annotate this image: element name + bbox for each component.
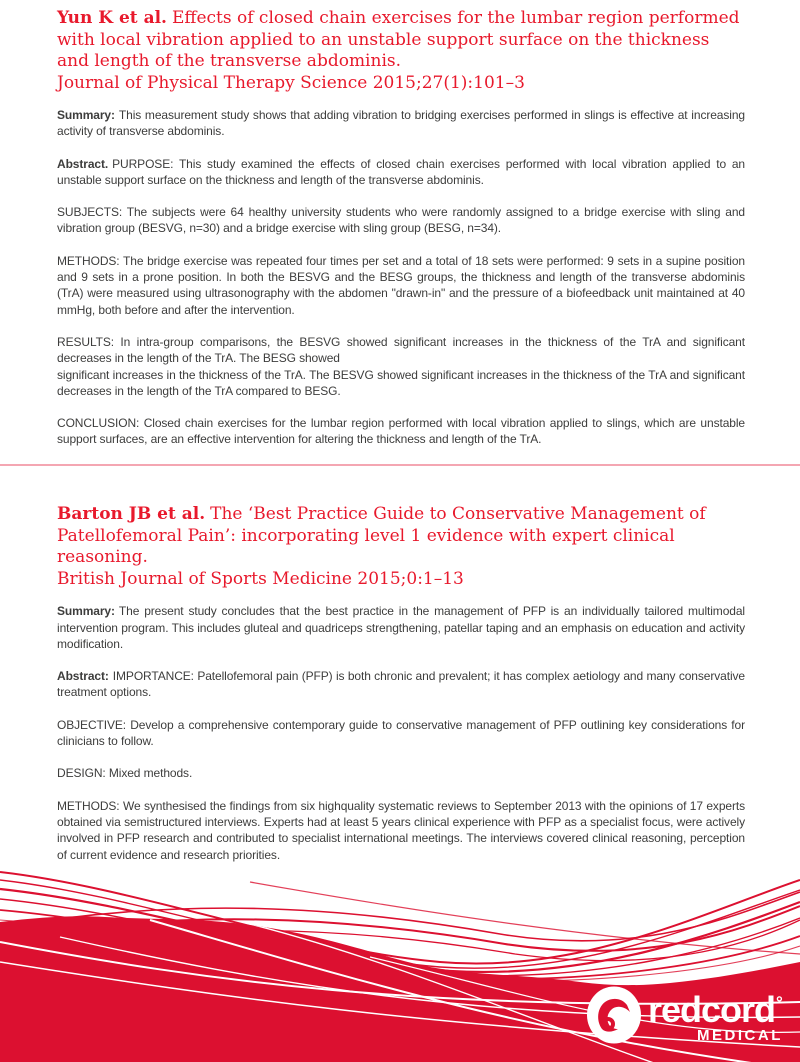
brand-division: MEDICAL — [697, 1027, 783, 1044]
brand-word: redcord — [648, 989, 776, 1030]
article-2-title: The ‘Best Practice Guide to Conservative Management of Patellofemoral Pain’: incorporating level 1 evidence with expert clinical reasoning. — [57, 504, 706, 568]
results-text-line2: significant increases in the thickness of the TrA. The BESVG showed significant increases in the thickness of the TrA and significant decreases in the length of the TrA compared to BESG. — [57, 367, 745, 398]
brand-name — [648, 986, 783, 1030]
article-1-summary — [57, 107, 745, 140]
degree-mark: ° — [776, 993, 783, 1012]
abstract-label: Abstract. — [57, 156, 109, 171]
article-2-journal: British Journal of Sports Medicine 2015;0:1–13 — [57, 568, 464, 589]
article-1-authors: Yun K et al. — [57, 8, 167, 28]
summary-text: The present study concludes that the best practice in the management of PFP is an individually tailored multimodal intervention program. This includes gluteal and quadriceps strengthening, patellar taping and an emphasis on education and activity modification. — [57, 604, 745, 651]
article-1-title: Effects of closed chain exercises for the lumbar region performed with local vibration applied to an unstable support surface on the thickness and length of the transverse abdominis. — [57, 8, 740, 71]
article-2-heading — [57, 504, 745, 569]
article-1-results — [57, 334, 745, 399]
article-2-summary — [57, 603, 745, 652]
article-2-objective — [57, 717, 745, 750]
logo-text — [648, 986, 783, 1044]
article-1-abstract — [57, 156, 745, 189]
redcord-logo — [586, 986, 783, 1044]
subjects-text: SUBJECTS: The subjects were 64 healthy university students who were randomly assigned to a bridge exercise with sling and vibration group (BESVG, n=30) and a bridge exercise with sling group (BESG, n=34). — [57, 205, 745, 236]
abstract-text: IMPORTANCE: Patellofemoral pain (PFP) is both chronic and prevalent; it has complex aetiology and many conservative treatment options. — [57, 669, 745, 700]
methods-text: METHODS: We synthesised the findings from six highquality systematic reviews to September 2013 with the opinions of 17 experts obtained via semistructured interviews. Experts had at least 5 years clinical experience with PFP as a specialist focus, were actively involved in PFP research and contributed to specialist international meetings. The interviews covered clinical reasoning, perception of current evidence and research priorities. — [57, 798, 745, 862]
section-divider — [0, 464, 800, 467]
article-1-subjects — [57, 204, 745, 237]
article-2-design — [57, 765, 745, 781]
footer — [0, 862, 800, 1062]
article-1-heading — [57, 8, 745, 73]
objective-text: OBJECTIVE: Develop a comprehensive contemporary guide to conservative management of PFP outlining key considerations for clinicians to follow. — [57, 717, 745, 749]
article-2 — [0, 504, 800, 863]
methods-text: METHODS: The bridge exercise was repeated four times per set and a total of 18 sets were performed: 9 sets in a supine position and 9 sets in a prone position. In both the BESVG and the BESG groups, the thickness and length of the transverse abdominis (TrA) were measured using ultrasonography with the abdomen "drawn-in" and the pressure of a biofeedback unit maintained at 40 mmHg, both before and after the intervention. — [57, 253, 745, 317]
article-2-methods — [57, 798, 745, 863]
abstract-label: Abstract: — [57, 669, 109, 684]
abstract-text: PURPOSE: This study examined the effects of closed chain exercises performed with local vibration applied to an unstable support surface on the thickness and length of the transverse abdominis. — [57, 156, 745, 187]
article-1-conclusion — [57, 415, 745, 448]
redcord-symbol-icon — [586, 986, 642, 1044]
article-1-journal: Journal of Physical Therapy Science 2015;27(1):101–3 — [57, 72, 525, 93]
article-2-authors: Barton JB et al. — [57, 504, 206, 525]
article-1-methods — [57, 253, 745, 318]
results-text-line1: RESULTS: In intra-group comparisons, the BESVG showed significant increases in the thickness of the TrA and significant decreases in the length of the TrA. The BESG showed — [57, 334, 745, 366]
summary-label: Summary: — [57, 604, 115, 619]
summary-text: This measurement study shows that adding vibration to bridging exercises performed in slings is effective at increasing activity of transverse abdominis. — [57, 108, 745, 139]
article-1 — [0, 0, 800, 448]
summary-label: Summary: — [57, 108, 115, 122]
design-text: DESIGN: Mixed methods. — [57, 766, 193, 781]
article-2-abstract — [57, 668, 745, 701]
conclusion-text: CONCLUSION: Closed chain exercises for the lumbar region performed with local vibration applied to slings, which are unstable support surfaces, are an effective intervention for altering the thickness and length of the TrA. — [57, 416, 745, 447]
